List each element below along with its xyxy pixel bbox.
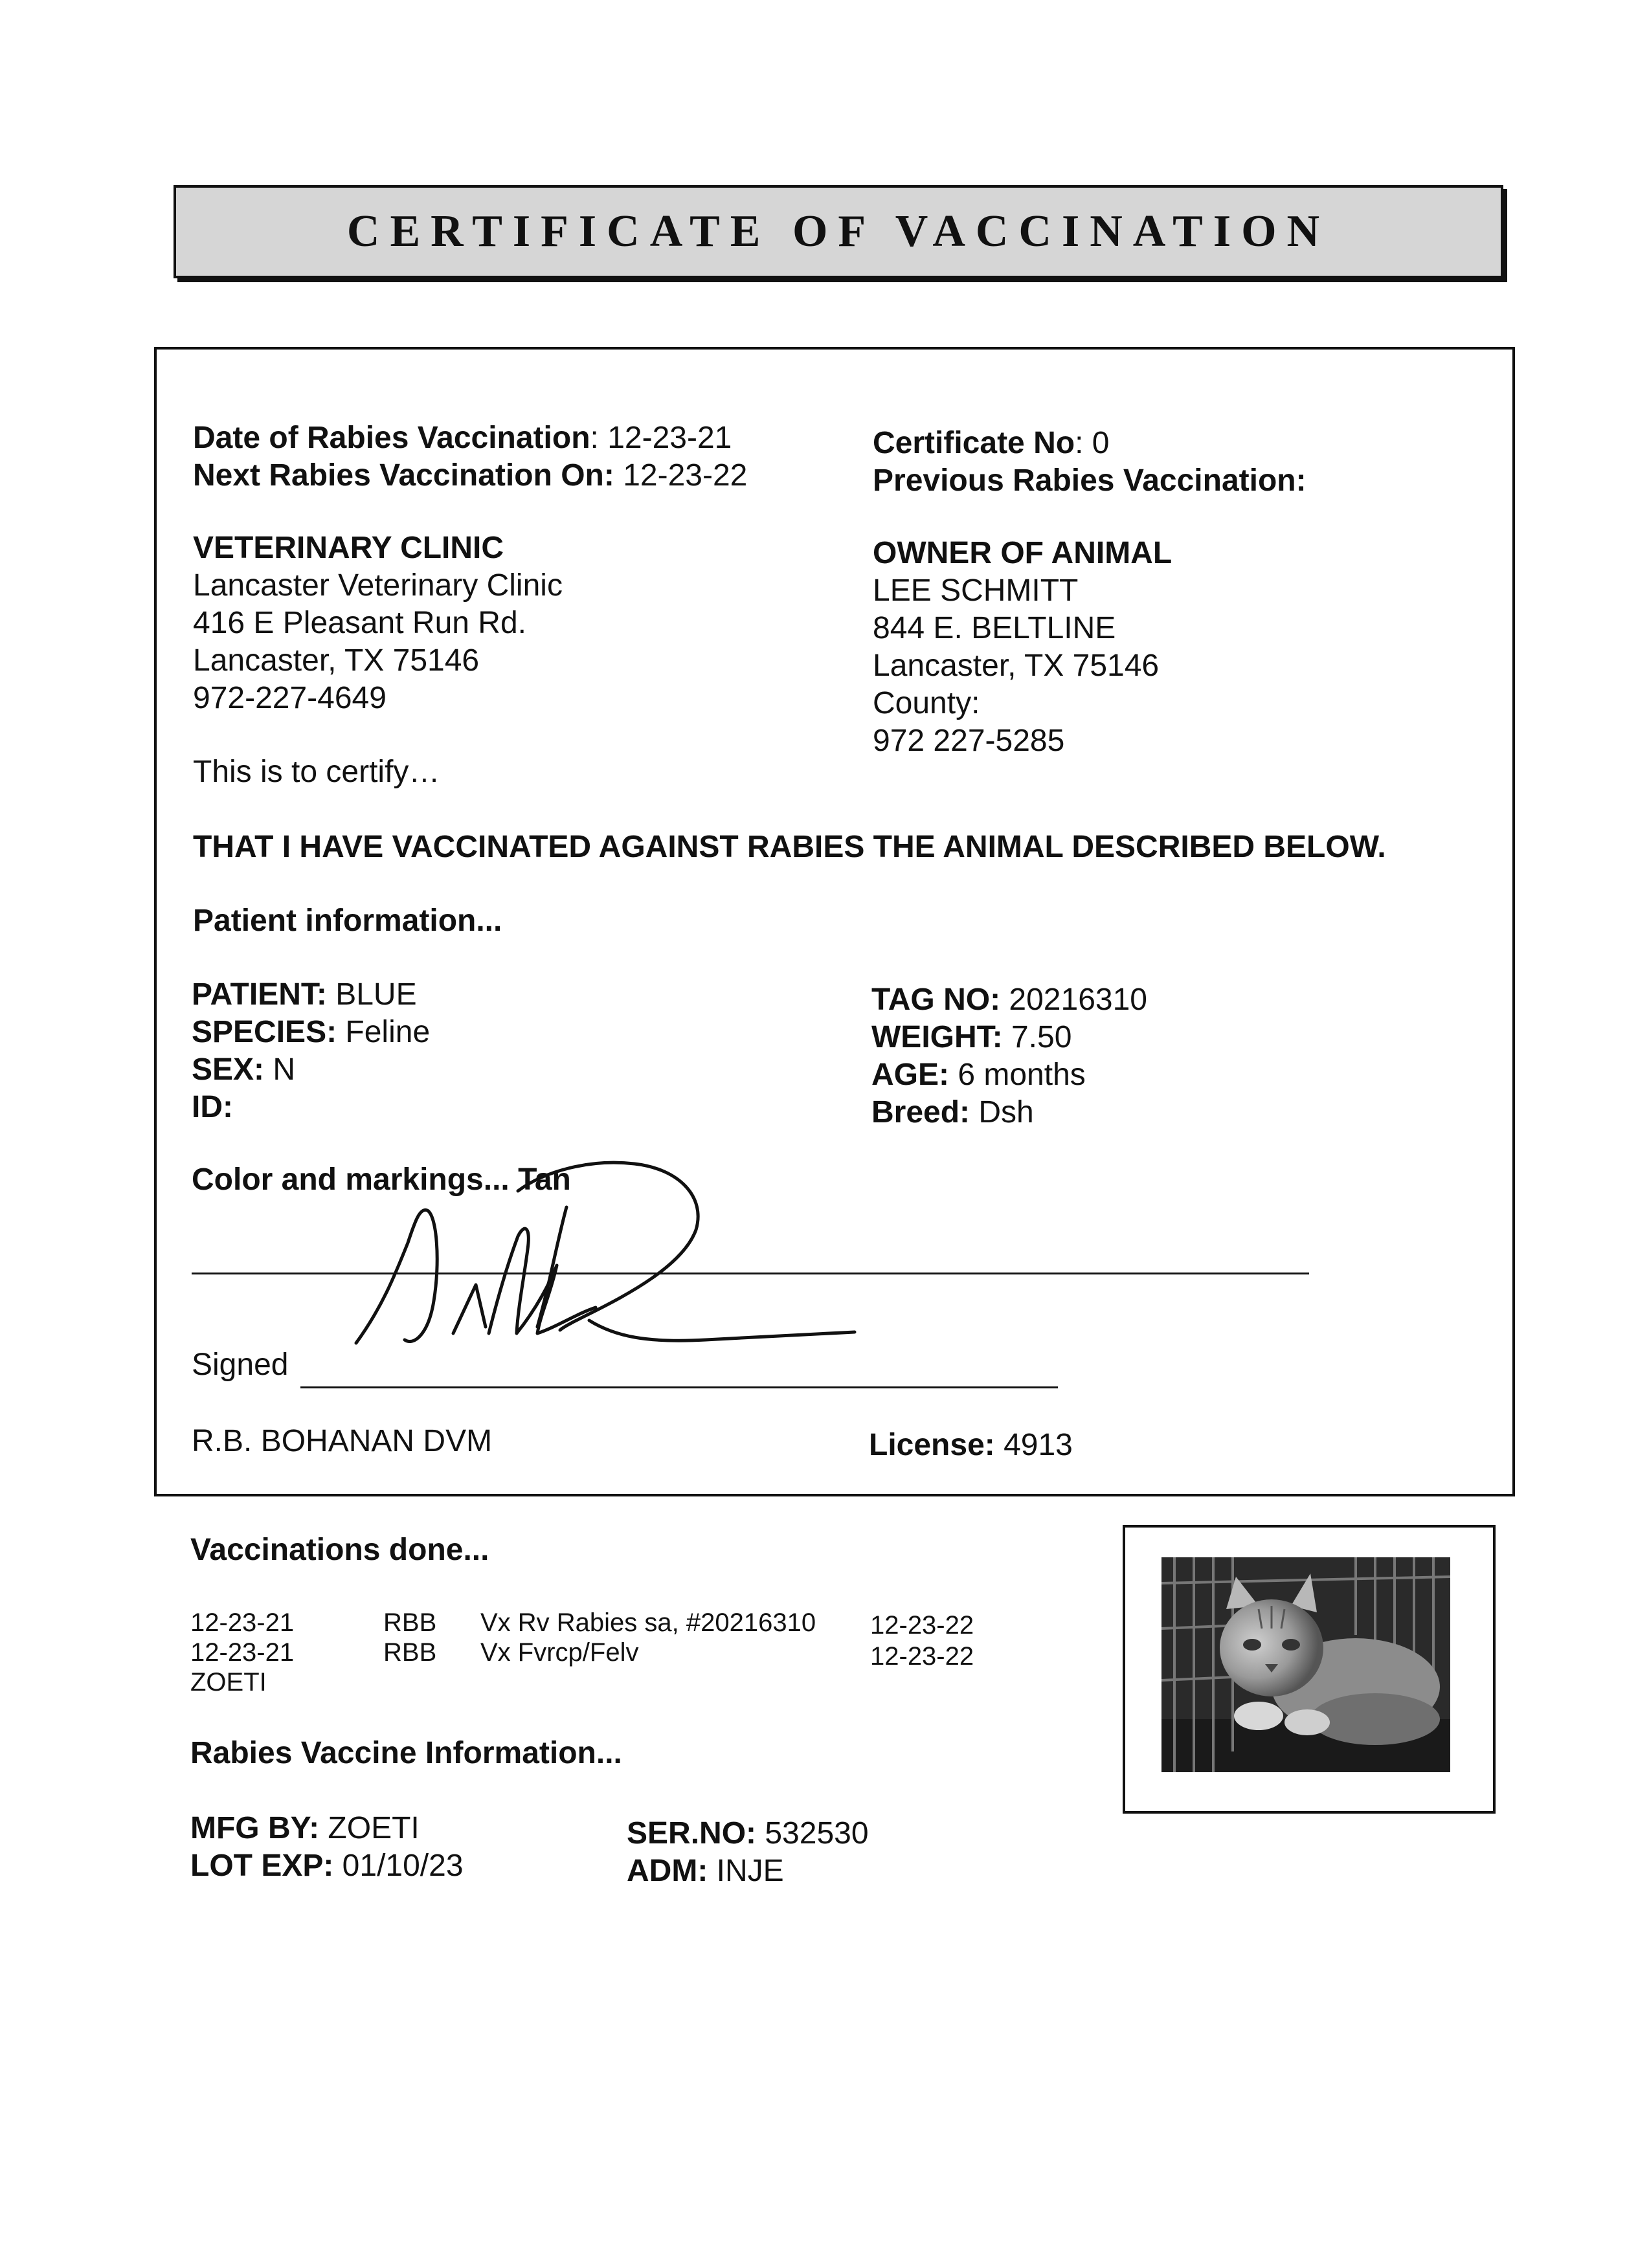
clinic-heading: VETERINARY CLINIC	[193, 531, 504, 565]
vaccination-row-2-desc: Vx Fvrcp/Felv	[480, 1638, 639, 1667]
license	[869, 1427, 1073, 1464]
tag-number	[871, 981, 1147, 1019]
clinic-name: Lancaster Veterinary Clinic	[193, 568, 563, 603]
manufacturer-value: ZOETI	[319, 1811, 420, 1845]
license-value: 4913	[994, 1428, 1073, 1462]
serial-number	[627, 1815, 869, 1852]
patient-age	[871, 1056, 1086, 1094]
rabies-vaccine-info-heading: Rabies Vaccine Information...	[190, 1736, 622, 1770]
clinic-phone: 972-227-4649	[193, 681, 387, 715]
previous-rabies-vaccination-label: Previous Rabies Vaccination:	[873, 463, 1307, 498]
owner-heading: OWNER OF ANIMAL	[873, 536, 1172, 570]
sex-label: SEX:	[192, 1052, 265, 1087]
patient-name	[192, 976, 417, 1014]
license-label: License:	[869, 1428, 995, 1462]
vaccination-row-1-due: 12-23-22	[870, 1611, 974, 1640]
vaccination-row-1-by: RBB	[383, 1608, 437, 1637]
patient-name-label: PATIENT:	[192, 977, 327, 1012]
weight-label: WEIGHT:	[871, 1020, 1003, 1054]
owner-address: 844 E. BELTLINE	[873, 611, 1116, 645]
weight-value: 7.50	[1002, 1020, 1072, 1054]
patient-id-label: ID:	[192, 1090, 233, 1124]
certification-statement: THAT I HAVE VACCINATED AGAINST RABIES THE ANIMAL DESCRIBED BELOW.	[193, 830, 1386, 864]
manufacturer-label: MFG BY:	[190, 1811, 320, 1845]
certificate-title-banner	[174, 185, 1503, 278]
lot-expiration-value: 01/10/23	[333, 1849, 464, 1883]
species-value: Feline	[337, 1015, 431, 1049]
next-vaccination-value: 12-23-22	[614, 458, 748, 493]
color-markings: Color and markings... Tan	[192, 1162, 571, 1197]
vaccination-row-2-due: 12-23-22	[870, 1642, 974, 1671]
administration-value: INJE	[708, 1854, 784, 1888]
owner-name: LEE SCHMITT	[873, 573, 1079, 608]
vaccination-row-2-date: 12-23-21	[190, 1638, 295, 1667]
rabies-vaccination-date-label: Date of Rabies Vaccination	[193, 421, 590, 455]
owner-county: County:	[873, 686, 980, 720]
certificate-number	[873, 425, 1109, 462]
vaccination-row-1-date: 12-23-21	[190, 1608, 295, 1637]
clinic-address: 416 E Pleasant Run Rd.	[193, 606, 526, 640]
patient-breed	[871, 1094, 1034, 1131]
next-vaccination-label: Next Rabies Vaccination On:	[193, 458, 614, 493]
certificate-number-label: Certificate No	[873, 426, 1075, 460]
patient-sex	[192, 1051, 295, 1089]
serial-number-value: 532530	[756, 1816, 869, 1851]
owner-phone: 972 227-5285	[873, 724, 1065, 758]
rabies-vaccination-date	[193, 419, 732, 457]
vet-name: R.B. BOHANAN DVM	[192, 1424, 493, 1458]
vaccinations-manufacturer: ZOETI	[190, 1668, 267, 1696]
signature-scribble	[343, 1146, 874, 1392]
clinic-city: Lancaster, TX 75146	[193, 643, 480, 678]
age-label: AGE:	[871, 1058, 949, 1092]
sex-value: N	[264, 1052, 296, 1087]
species-label: SPECIES:	[192, 1015, 337, 1049]
tag-number-value: 20216310	[1000, 983, 1147, 1017]
patient-name-value: BLUE	[326, 977, 417, 1012]
certificate-title: CERTIFICATE OF VACCINATION	[346, 206, 1330, 256]
signed-label: Signed	[192, 1348, 289, 1382]
serial-number-label: SER.NO:	[627, 1816, 757, 1851]
certificate-number-value: : 0	[1075, 426, 1110, 460]
administration	[627, 1852, 784, 1890]
manufacturer	[190, 1810, 420, 1847]
age-value: 6 months	[949, 1058, 1086, 1092]
tag-number-label: TAG NO:	[871, 983, 1001, 1017]
vaccination-row-1-desc: Vx Rv Rabies sa, #20216310	[480, 1608, 816, 1637]
patient-photo	[1161, 1557, 1450, 1772]
owner-city: Lancaster, TX 75146	[873, 649, 1160, 683]
rabies-vaccination-date-value: : 12-23-21	[590, 421, 732, 455]
vaccination-row-2-by: RBB	[383, 1638, 437, 1667]
patient-weight	[871, 1019, 1071, 1056]
lot-expiration	[190, 1847, 464, 1885]
lot-expiration-label: LOT EXP:	[190, 1849, 334, 1883]
certify-text: This is to certify…	[193, 755, 440, 789]
breed-label: Breed:	[871, 1095, 970, 1129]
administration-label: ADM:	[627, 1854, 708, 1888]
patient-species	[192, 1014, 430, 1051]
breed-value: Dsh	[970, 1095, 1034, 1129]
vaccinations-heading: Vaccinations done...	[190, 1533, 489, 1567]
patient-info-heading: Patient information...	[193, 904, 502, 938]
next-rabies-vaccination	[193, 457, 747, 495]
